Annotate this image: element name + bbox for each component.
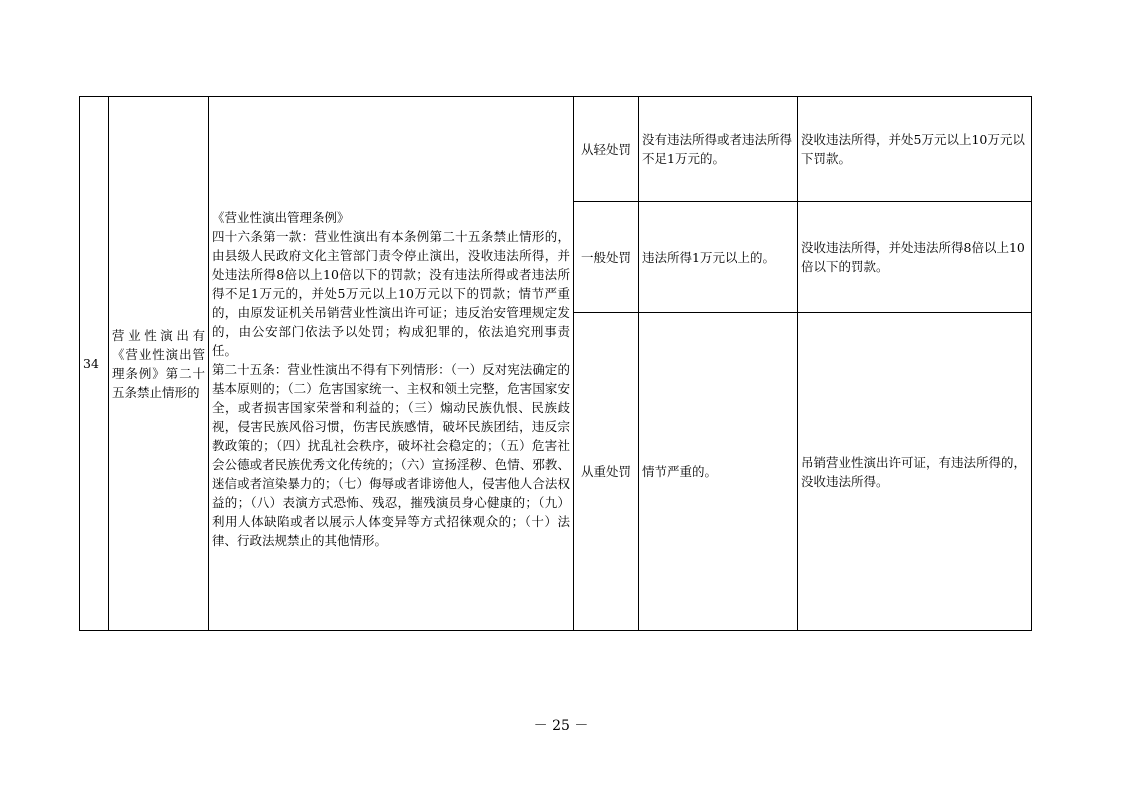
- penalty-discretion-table: [79, 96, 1032, 631]
- table-row: [80, 97, 1032, 202]
- level-light: 从轻处罚: [574, 97, 639, 202]
- penalty-heavy: 吊销营业性演出许可证，有违法所得的，没收违法所得。: [798, 313, 1032, 631]
- page-number: － 25 －: [533, 718, 589, 734]
- condition-heavy: 情节严重的。: [639, 313, 798, 631]
- condition-light: 没有违法所得或者违法所得不足1万元的。: [639, 97, 798, 202]
- basis-article-25: 第二十五条：营业性演出不得有下列情形：（一）反对宪法确定的基本原则的；（二）危害国家统一、主权和领土完整，危害国家安全，或者损害国家荣誉和利益的；（三）煽动民族仇恨、民族歧视，侵害民族风俗习惯，伤害民族感情，破坏民族团结，违反宗教政策的；（四）扰乱社会秩序，破坏社会稳定的；（五）危害社会公德或者民族优秀文化传统的；（六）宣扬淫秽、色情、邪教、迷信或者渲染暴力的；（七）侮辱或者诽谤他人，侵害他人合法权益的；（八）表演方式恐怖、残忍，摧残演员身心健康的；（九）利用人体缺陷或者以展示人体变异等方式招徕观众的；（十）法律、行政法规禁止的其他情形。: [212, 361, 570, 548]
- basis-article-46: 四十六条第一款：营业性演出有本条例第二十五条禁止情形的，由县级人民政府文化主管部门责令停止演出，没收违法所得，并处违法所得8倍以上10倍以下的罚款；没有违法所得或者违法所得不足1万元的，并处5万元以上10万元以下的罚款；情节严重的，由原发证机关吊销营业性演出许可证；违反治安管理规定发的，由公安部门依法予以处罚；构成犯罪的，依法追究刑事责任。: [212, 228, 570, 358]
- basis-regulation-title: 《营业性演出管理条例》: [212, 209, 350, 225]
- row-number: 34: [80, 97, 109, 631]
- violation-item-name: 营业性演出有《营业性演出管理条例》第二十五条禁止情形的: [109, 97, 209, 631]
- penalty-general: 没收违法所得，并处违法所得8倍以上10倍以下的罚款。: [798, 202, 1032, 313]
- penalty-light: 没收违法所得，并处5万元以上10万元以下罚款。: [798, 97, 1032, 202]
- level-general: 一般处罚: [574, 202, 639, 313]
- level-heavy: 从重处罚: [574, 313, 639, 631]
- legal-basis: [209, 97, 574, 631]
- condition-general: 违法所得1万元以上的。: [639, 202, 798, 313]
